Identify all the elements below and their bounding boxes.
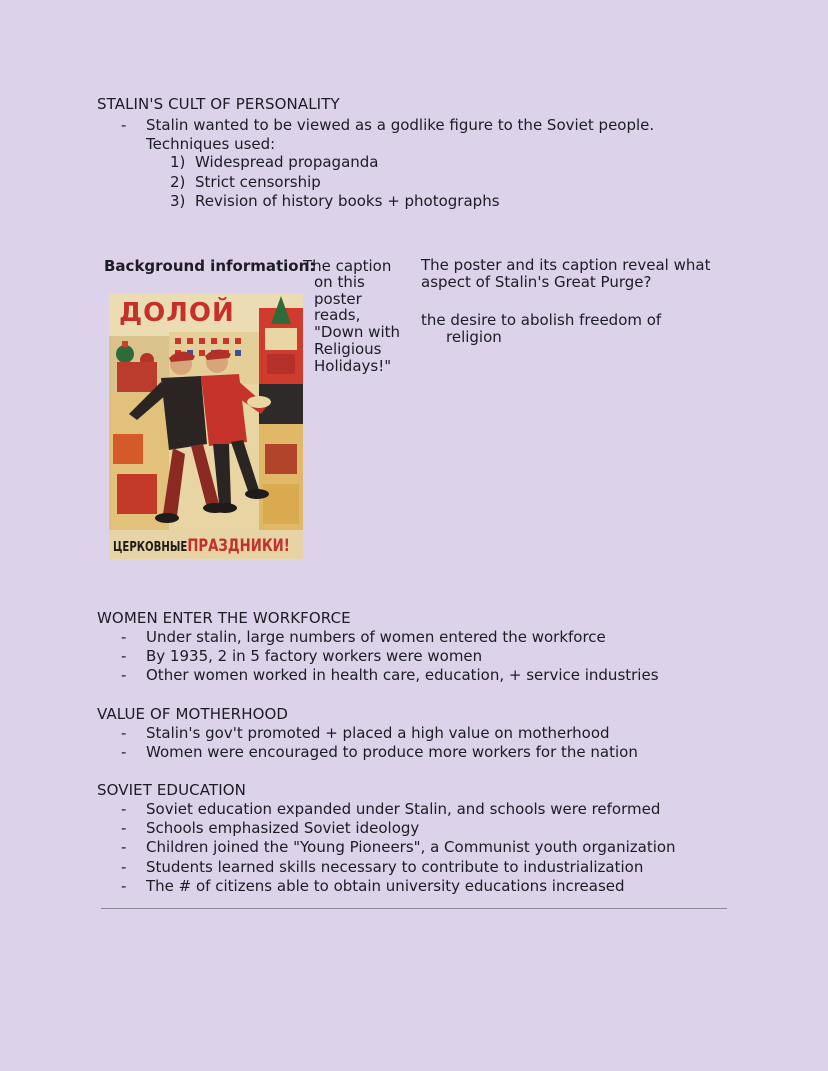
- answer-line: the desire to abolish freedom of: [421, 311, 662, 329]
- list-item: [97, 173, 500, 193]
- dash-marker: -: [121, 819, 127, 838]
- list-item: [97, 819, 676, 838]
- list-item: [97, 838, 676, 857]
- section-heading-motherhood: VALUE OF MOTHERHOOD: [97, 705, 289, 723]
- list-item: [97, 116, 654, 154]
- poster-top-text: ДОЛОЙ: [119, 298, 235, 328]
- list-item: [97, 743, 638, 762]
- list-item: [97, 800, 676, 819]
- caption-line: poster: [314, 289, 362, 308]
- cult-bullet-list: [97, 116, 654, 154]
- poster-bottom-text: [113, 536, 290, 556]
- horizontal-divider: [101, 908, 727, 909]
- poster-question: [421, 257, 710, 291]
- workforce-bullet-list: [97, 628, 659, 686]
- dash-marker: -: [121, 857, 127, 876]
- caption-line: Holidays!": [314, 356, 392, 375]
- bullet-text: Children joined the "Young Pioneers", a Communist youth organization: [146, 838, 676, 857]
- section-heading-education: SOVIET EDUCATION: [97, 781, 246, 799]
- question-line: The poster and its caption reveal what: [421, 256, 711, 274]
- background-label: Background information:: [104, 257, 316, 275]
- caption-line: The caption: [303, 257, 392, 275]
- list-number: 3): [170, 192, 186, 210]
- techniques-list: [97, 153, 500, 212]
- dash-marker: -: [121, 116, 127, 134]
- dash-marker: -: [121, 666, 127, 685]
- list-text: Widespread propaganda: [195, 153, 379, 171]
- bullet-text: Students learned skills necessary to contribute to industrialization: [146, 857, 644, 876]
- dash-marker: -: [121, 838, 127, 857]
- list-text: Strict censorship: [195, 172, 321, 191]
- bullet-text: Under stalin, large numbers of women entered the workforce: [146, 628, 606, 646]
- dash-marker: -: [121, 800, 127, 818]
- poster-illustration: [109, 294, 303, 559]
- list-item: [97, 628, 659, 647]
- bullet-text: Stalin wanted to be viewed as a godlike figure to the Soviet people.: [146, 116, 655, 134]
- list-item: [97, 666, 659, 685]
- caption-line: "Down with: [314, 323, 400, 342]
- dash-marker: -: [121, 628, 127, 646]
- question-line: aspect of Stalin's Great Purge?: [421, 273, 652, 291]
- bullet-text: Stalin's gov't promoted + placed a high value on motherhood: [146, 724, 610, 742]
- poster-answer: [421, 312, 661, 346]
- bullet-text: Soviet education expanded under Stalin, and schools were reformed: [146, 800, 661, 818]
- list-text: Revision of history books + photographs: [195, 192, 500, 210]
- dash-marker: -: [121, 724, 127, 742]
- caption-line: Religious: [314, 339, 382, 358]
- dash-marker: -: [121, 743, 127, 762]
- section-heading-cult: STALIN'S CULT OF PERSONALITY: [97, 95, 340, 113]
- section-heading-workforce: WOMEN ENTER THE WORKFORCE: [97, 609, 351, 627]
- list-number: 2): [170, 172, 186, 191]
- caption-text: [314, 274, 400, 374]
- poster-bottom-text-red: ПРАЗДНИКИ!: [187, 536, 290, 556]
- list-item: [97, 192, 500, 212]
- bullet-text: By 1935, 2 in 5 factory workers were women: [146, 647, 483, 666]
- list-item: [97, 647, 659, 666]
- bullet-text: Schools emphasized Soviet ideology: [146, 819, 420, 838]
- motherhood-bullet-list: [97, 724, 638, 762]
- bullet-text-cont: Techniques used:: [146, 135, 276, 154]
- bullet-text: Other women worked in health care, education, + service industries: [146, 666, 659, 685]
- list-item: [97, 858, 676, 877]
- list-item: [97, 877, 676, 896]
- list-item: [97, 153, 500, 173]
- bullet-text: The # of citizens able to obtain university educations increased: [146, 876, 625, 895]
- list-item: [97, 724, 638, 743]
- dash-marker: -: [121, 647, 127, 666]
- dash-marker: -: [121, 876, 127, 895]
- bullet-text: Women were encouraged to produce more workers for the nation: [146, 743, 638, 762]
- propaganda-poster-image: [109, 294, 303, 559]
- caption-line: on this: [314, 273, 365, 291]
- poster-bottom-text-dark: ЦЕРКОВНЫЕ: [113, 540, 188, 555]
- list-number: 1): [170, 153, 186, 171]
- answer-line: religion: [446, 328, 502, 346]
- education-bullet-list: [97, 800, 676, 896]
- caption-line: reads,: [314, 306, 361, 325]
